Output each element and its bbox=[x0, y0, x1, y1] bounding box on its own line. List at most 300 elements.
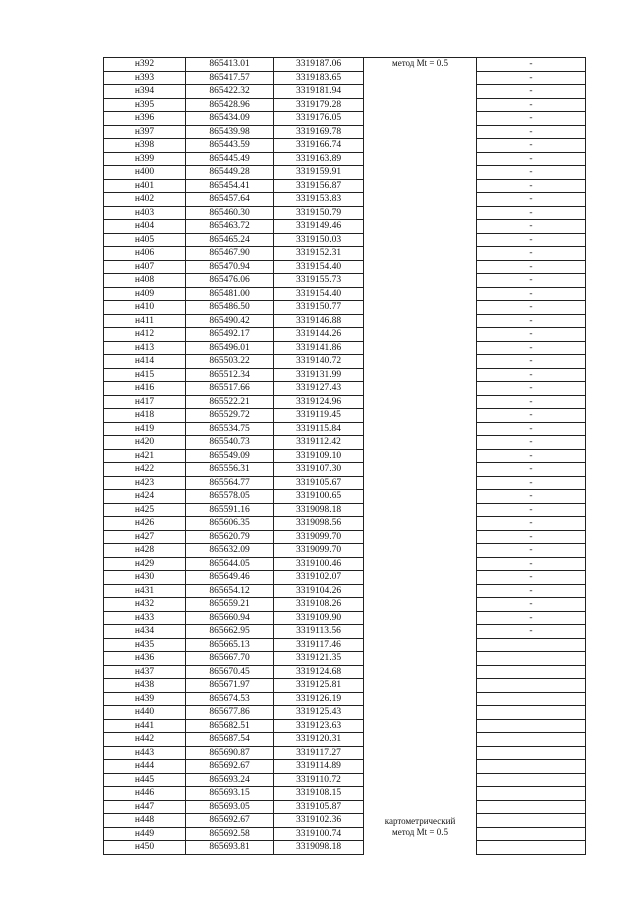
y-coordinate-cell: 3319113.56 bbox=[274, 625, 364, 639]
point-name-cell: н432 bbox=[104, 598, 186, 612]
accuracy-cell bbox=[477, 827, 586, 841]
table-row bbox=[104, 611, 586, 625]
table-row bbox=[104, 301, 586, 315]
y-coordinate-cell: 3319098.56 bbox=[274, 517, 364, 531]
table-row bbox=[104, 449, 586, 463]
accuracy-cell: - bbox=[477, 112, 586, 126]
accuracy-cell: - bbox=[477, 328, 586, 342]
y-coordinate-cell: 3319100.65 bbox=[274, 490, 364, 504]
accuracy-cell bbox=[477, 665, 586, 679]
table-row bbox=[104, 733, 586, 747]
table-row bbox=[104, 571, 586, 585]
y-coordinate-cell: 3319124.96 bbox=[274, 395, 364, 409]
accuracy-cell: - bbox=[477, 625, 586, 639]
y-coordinate-cell: 3319187.06 bbox=[274, 58, 364, 72]
point-name-cell: н447 bbox=[104, 800, 186, 814]
table-row bbox=[104, 665, 586, 679]
point-name-cell: н403 bbox=[104, 206, 186, 220]
table-row bbox=[104, 193, 586, 207]
accuracy-cell: - bbox=[477, 152, 586, 166]
point-name-cell: н395 bbox=[104, 98, 186, 112]
table-row bbox=[104, 503, 586, 517]
table-row bbox=[104, 544, 586, 558]
y-coordinate-cell: 3319105.87 bbox=[274, 800, 364, 814]
point-name-cell: н450 bbox=[104, 841, 186, 855]
y-coordinate-cell: 3319150.79 bbox=[274, 206, 364, 220]
table-row bbox=[104, 625, 586, 639]
point-name-cell: н409 bbox=[104, 287, 186, 301]
x-coordinate-cell: 865644.05 bbox=[186, 557, 274, 571]
x-coordinate-cell: 865549.09 bbox=[186, 449, 274, 463]
accuracy-cell: - bbox=[477, 490, 586, 504]
accuracy-cell: - bbox=[477, 395, 586, 409]
point-name-cell: н405 bbox=[104, 233, 186, 247]
y-coordinate-cell: 3319102.07 bbox=[274, 571, 364, 585]
accuracy-cell: - bbox=[477, 463, 586, 477]
table-row bbox=[104, 355, 586, 369]
point-name-cell: н437 bbox=[104, 665, 186, 679]
point-name-cell: н423 bbox=[104, 476, 186, 490]
table-row bbox=[104, 287, 586, 301]
table-row bbox=[104, 58, 586, 72]
x-coordinate-cell: 865659.21 bbox=[186, 598, 274, 612]
point-name-cell: н393 bbox=[104, 71, 186, 85]
x-coordinate-cell: 865667.70 bbox=[186, 652, 274, 666]
point-name-cell: н438 bbox=[104, 679, 186, 693]
y-coordinate-cell: 3319131.99 bbox=[274, 368, 364, 382]
x-coordinate-cell: 865693.05 bbox=[186, 800, 274, 814]
x-coordinate-cell: 865522.21 bbox=[186, 395, 274, 409]
x-coordinate-cell: 865443.59 bbox=[186, 139, 274, 153]
accuracy-cell: - bbox=[477, 301, 586, 315]
y-coordinate-cell: 3319169.78 bbox=[274, 125, 364, 139]
point-name-cell: н444 bbox=[104, 760, 186, 774]
x-coordinate-cell: 865492.17 bbox=[186, 328, 274, 342]
accuracy-cell: - bbox=[477, 220, 586, 234]
x-coordinate-cell: 865687.54 bbox=[186, 733, 274, 747]
table-row bbox=[104, 233, 586, 247]
y-coordinate-cell: 3319098.18 bbox=[274, 503, 364, 517]
accuracy-cell bbox=[477, 814, 586, 828]
point-name-cell: н417 bbox=[104, 395, 186, 409]
y-coordinate-cell: 3319123.63 bbox=[274, 719, 364, 733]
table-row bbox=[104, 476, 586, 490]
x-coordinate-cell: 865481.00 bbox=[186, 287, 274, 301]
x-coordinate-cell: 865662.95 bbox=[186, 625, 274, 639]
point-name-cell: н422 bbox=[104, 463, 186, 477]
y-coordinate-cell: 3319098.18 bbox=[274, 841, 364, 855]
x-coordinate-cell: 865470.94 bbox=[186, 260, 274, 274]
x-coordinate-cell: 865591.16 bbox=[186, 503, 274, 517]
point-name-cell: н421 bbox=[104, 449, 186, 463]
point-name-cell: н415 bbox=[104, 368, 186, 382]
y-coordinate-cell: 3319153.83 bbox=[274, 193, 364, 207]
y-coordinate-cell: 3319150.03 bbox=[274, 233, 364, 247]
accuracy-cell: - bbox=[477, 166, 586, 180]
accuracy-cell: - bbox=[477, 517, 586, 531]
point-name-cell: н419 bbox=[104, 422, 186, 436]
point-name-cell: н400 bbox=[104, 166, 186, 180]
x-coordinate-cell: 865693.81 bbox=[186, 841, 274, 855]
y-coordinate-cell: 3319154.40 bbox=[274, 260, 364, 274]
point-name-cell: н433 bbox=[104, 611, 186, 625]
x-coordinate-cell: 865428.96 bbox=[186, 98, 274, 112]
point-name-cell: н420 bbox=[104, 436, 186, 450]
y-coordinate-cell: 3319154.40 bbox=[274, 287, 364, 301]
table-row bbox=[104, 436, 586, 450]
x-coordinate-cell: 865606.35 bbox=[186, 517, 274, 531]
point-name-cell: н418 bbox=[104, 409, 186, 423]
table-row bbox=[104, 638, 586, 652]
y-coordinate-cell: 3319144.26 bbox=[274, 328, 364, 342]
x-coordinate-cell: 865476.06 bbox=[186, 274, 274, 288]
point-name-cell: н410 bbox=[104, 301, 186, 315]
x-coordinate-cell: 865564.77 bbox=[186, 476, 274, 490]
x-coordinate-cell: 865620.79 bbox=[186, 530, 274, 544]
accuracy-cell: - bbox=[477, 274, 586, 288]
x-coordinate-cell: 865692.67 bbox=[186, 760, 274, 774]
table-row bbox=[104, 220, 586, 234]
accuracy-cell bbox=[477, 719, 586, 733]
method-label-line1: картометрический bbox=[384, 816, 456, 826]
x-coordinate-cell: 865682.51 bbox=[186, 719, 274, 733]
accuracy-cell: - bbox=[477, 530, 586, 544]
point-name-cell: н443 bbox=[104, 746, 186, 760]
accuracy-cell: - bbox=[477, 355, 586, 369]
accuracy-cell: - bbox=[477, 98, 586, 112]
point-name-cell: н396 bbox=[104, 112, 186, 126]
accuracy-cell: - bbox=[477, 476, 586, 490]
y-coordinate-cell: 3319176.05 bbox=[274, 112, 364, 126]
accuracy-cell: - bbox=[477, 71, 586, 85]
table-row bbox=[104, 787, 586, 801]
table-row bbox=[104, 692, 586, 706]
y-coordinate-cell: 3319121.35 bbox=[274, 652, 364, 666]
point-name-cell: н441 bbox=[104, 719, 186, 733]
accuracy-cell bbox=[477, 652, 586, 666]
y-coordinate-cell: 3319127.43 bbox=[274, 382, 364, 396]
accuracy-cell: - bbox=[477, 233, 586, 247]
x-coordinate-cell: 865665.13 bbox=[186, 638, 274, 652]
table-row bbox=[104, 598, 586, 612]
accuracy-cell bbox=[477, 706, 586, 720]
accuracy-cell: - bbox=[477, 179, 586, 193]
x-coordinate-cell: 865654.12 bbox=[186, 584, 274, 598]
accuracy-cell: - bbox=[477, 611, 586, 625]
x-coordinate-cell: 865540.73 bbox=[186, 436, 274, 450]
y-coordinate-cell: 3319155.73 bbox=[274, 274, 364, 288]
x-coordinate-cell: 865434.09 bbox=[186, 112, 274, 126]
accuracy-cell bbox=[477, 679, 586, 693]
accuracy-cell: - bbox=[477, 260, 586, 274]
point-name-cell: н446 bbox=[104, 787, 186, 801]
point-name-cell: н402 bbox=[104, 193, 186, 207]
point-name-cell: н398 bbox=[104, 139, 186, 153]
point-name-cell: н435 bbox=[104, 638, 186, 652]
accuracy-cell bbox=[477, 638, 586, 652]
y-coordinate-cell: 3319181.94 bbox=[274, 85, 364, 99]
point-name-cell: н414 bbox=[104, 355, 186, 369]
table-row bbox=[104, 260, 586, 274]
x-coordinate-cell: 865674.53 bbox=[186, 692, 274, 706]
table-row bbox=[104, 490, 586, 504]
point-name-cell: н448 bbox=[104, 814, 186, 828]
table-row bbox=[104, 463, 586, 477]
y-coordinate-cell: 3319166.74 bbox=[274, 139, 364, 153]
accuracy-cell: - bbox=[477, 125, 586, 139]
point-name-cell: н430 bbox=[104, 571, 186, 585]
point-name-cell: н445 bbox=[104, 773, 186, 787]
x-coordinate-cell: 865449.28 bbox=[186, 166, 274, 180]
accuracy-cell: - bbox=[477, 449, 586, 463]
y-coordinate-cell: 3319125.43 bbox=[274, 706, 364, 720]
table-row bbox=[104, 328, 586, 342]
x-coordinate-cell: 865413.01 bbox=[186, 58, 274, 72]
x-coordinate-cell: 865439.98 bbox=[186, 125, 274, 139]
y-coordinate-cell: 3319099.70 bbox=[274, 530, 364, 544]
point-name-cell: н394 bbox=[104, 85, 186, 99]
y-coordinate-cell: 3319156.87 bbox=[274, 179, 364, 193]
accuracy-cell: - bbox=[477, 193, 586, 207]
point-name-cell: н404 bbox=[104, 220, 186, 234]
table-row bbox=[104, 679, 586, 693]
y-coordinate-cell: 3319183.65 bbox=[274, 71, 364, 85]
accuracy-cell: - bbox=[477, 368, 586, 382]
accuracy-cell: - bbox=[477, 571, 586, 585]
point-name-cell: н399 bbox=[104, 152, 186, 166]
y-coordinate-cell: 3319108.15 bbox=[274, 787, 364, 801]
table-row bbox=[104, 760, 586, 774]
accuracy-cell bbox=[477, 800, 586, 814]
accuracy-cell bbox=[477, 841, 586, 855]
point-name-cell: н426 bbox=[104, 517, 186, 531]
table-row bbox=[104, 152, 586, 166]
accuracy-cell bbox=[477, 787, 586, 801]
x-coordinate-cell: 865534.75 bbox=[186, 422, 274, 436]
point-name-cell: н440 bbox=[104, 706, 186, 720]
x-coordinate-cell: 865693.15 bbox=[186, 787, 274, 801]
x-coordinate-cell: 865422.32 bbox=[186, 85, 274, 99]
y-coordinate-cell: 3319110.72 bbox=[274, 773, 364, 787]
accuracy-cell: - bbox=[477, 382, 586, 396]
accuracy-cell: - bbox=[477, 557, 586, 571]
accuracy-cell bbox=[477, 773, 586, 787]
x-coordinate-cell: 865529.72 bbox=[186, 409, 274, 423]
point-name-cell: н431 bbox=[104, 584, 186, 598]
y-coordinate-cell: 3319159.91 bbox=[274, 166, 364, 180]
x-coordinate-cell: 865660.94 bbox=[186, 611, 274, 625]
x-coordinate-cell: 865517.66 bbox=[186, 382, 274, 396]
accuracy-cell bbox=[477, 733, 586, 747]
table-row bbox=[104, 395, 586, 409]
x-coordinate-cell: 865512.34 bbox=[186, 368, 274, 382]
coordinates-table-body bbox=[104, 58, 586, 855]
x-coordinate-cell: 865454.41 bbox=[186, 179, 274, 193]
y-coordinate-cell: 3319107.30 bbox=[274, 463, 364, 477]
x-coordinate-cell: 865463.72 bbox=[186, 220, 274, 234]
coordinates-table bbox=[103, 57, 586, 855]
table-row bbox=[104, 112, 586, 126]
table-row bbox=[104, 139, 586, 153]
point-name-cell: н408 bbox=[104, 274, 186, 288]
table-row bbox=[104, 166, 586, 180]
accuracy-cell: - bbox=[477, 584, 586, 598]
accuracy-cell: - bbox=[477, 314, 586, 328]
x-coordinate-cell: 865690.87 bbox=[186, 746, 274, 760]
point-name-cell: н442 bbox=[104, 733, 186, 747]
point-name-cell: н413 bbox=[104, 341, 186, 355]
accuracy-cell: - bbox=[477, 436, 586, 450]
accuracy-cell: - bbox=[477, 206, 586, 220]
table-row bbox=[104, 827, 586, 841]
table-row bbox=[104, 557, 586, 571]
y-coordinate-cell: 3319117.46 bbox=[274, 638, 364, 652]
method-cell-bottom bbox=[364, 800, 477, 854]
table-row bbox=[104, 409, 586, 423]
accuracy-cell: - bbox=[477, 247, 586, 261]
table-row bbox=[104, 652, 586, 666]
y-coordinate-cell: 3319117.27 bbox=[274, 746, 364, 760]
x-coordinate-cell: 865556.31 bbox=[186, 463, 274, 477]
point-name-cell: н427 bbox=[104, 530, 186, 544]
y-coordinate-cell: 3319100.46 bbox=[274, 557, 364, 571]
accuracy-cell: - bbox=[477, 85, 586, 99]
point-name-cell: н434 bbox=[104, 625, 186, 639]
table-row bbox=[104, 382, 586, 396]
table-row bbox=[104, 98, 586, 112]
x-coordinate-cell: 865465.24 bbox=[186, 233, 274, 247]
table-row bbox=[104, 71, 586, 85]
y-coordinate-cell: 3319105.67 bbox=[274, 476, 364, 490]
y-coordinate-cell: 3319150.77 bbox=[274, 301, 364, 315]
x-coordinate-cell: 865445.49 bbox=[186, 152, 274, 166]
point-name-cell: н406 bbox=[104, 247, 186, 261]
table-row bbox=[104, 584, 586, 598]
point-name-cell: н429 bbox=[104, 557, 186, 571]
table-row bbox=[104, 274, 586, 288]
y-coordinate-cell: 3319115.84 bbox=[274, 422, 364, 436]
y-coordinate-cell: 3319152.31 bbox=[274, 247, 364, 261]
accuracy-cell bbox=[477, 746, 586, 760]
point-name-cell: н412 bbox=[104, 328, 186, 342]
table-row bbox=[104, 706, 586, 720]
y-coordinate-cell: 3319163.89 bbox=[274, 152, 364, 166]
table-row bbox=[104, 517, 586, 531]
table-row bbox=[104, 530, 586, 544]
y-coordinate-cell: 3319104.26 bbox=[274, 584, 364, 598]
y-coordinate-cell: 3319149.46 bbox=[274, 220, 364, 234]
x-coordinate-cell: 865692.58 bbox=[186, 827, 274, 841]
point-name-cell: н392 bbox=[104, 58, 186, 72]
accuracy-cell: - bbox=[477, 58, 586, 72]
x-coordinate-cell: 865417.57 bbox=[186, 71, 274, 85]
x-coordinate-cell: 865692.67 bbox=[186, 814, 274, 828]
accuracy-cell: - bbox=[477, 422, 586, 436]
x-coordinate-cell: 865578.05 bbox=[186, 490, 274, 504]
x-coordinate-cell: 865496.01 bbox=[186, 341, 274, 355]
table-row bbox=[104, 841, 586, 855]
table-row bbox=[104, 314, 586, 328]
point-name-cell: н428 bbox=[104, 544, 186, 558]
table-row bbox=[104, 800, 586, 814]
x-coordinate-cell: 865649.46 bbox=[186, 571, 274, 585]
method-label: метод Mt = 0.5 bbox=[392, 58, 448, 68]
table-row bbox=[104, 719, 586, 733]
y-coordinate-cell: 3319120.31 bbox=[274, 733, 364, 747]
x-coordinate-cell: 865490.42 bbox=[186, 314, 274, 328]
y-coordinate-cell: 3319109.90 bbox=[274, 611, 364, 625]
y-coordinate-cell: 3319140.72 bbox=[274, 355, 364, 369]
x-coordinate-cell: 865632.09 bbox=[186, 544, 274, 558]
y-coordinate-cell: 3319102.36 bbox=[274, 814, 364, 828]
y-coordinate-cell: 3319112.42 bbox=[274, 436, 364, 450]
table-row bbox=[104, 179, 586, 193]
point-name-cell: н439 bbox=[104, 692, 186, 706]
x-coordinate-cell: 865503.22 bbox=[186, 355, 274, 369]
method-label-line2: метод Mt = 0.5 bbox=[392, 827, 448, 837]
x-coordinate-cell: 865693.24 bbox=[186, 773, 274, 787]
point-name-cell: н436 bbox=[104, 652, 186, 666]
x-coordinate-cell: 865670.45 bbox=[186, 665, 274, 679]
accuracy-cell: - bbox=[477, 287, 586, 301]
x-coordinate-cell: 865460.30 bbox=[186, 206, 274, 220]
point-name-cell: н397 bbox=[104, 125, 186, 139]
accuracy-cell bbox=[477, 692, 586, 706]
x-coordinate-cell: 865457.64 bbox=[186, 193, 274, 207]
x-coordinate-cell: 865486.50 bbox=[186, 301, 274, 315]
x-coordinate-cell: 865671.97 bbox=[186, 679, 274, 693]
accuracy-cell: - bbox=[477, 598, 586, 612]
y-coordinate-cell: 3319119.45 bbox=[274, 409, 364, 423]
y-coordinate-cell: 3319124.68 bbox=[274, 665, 364, 679]
table-row bbox=[104, 125, 586, 139]
y-coordinate-cell: 3319146.88 bbox=[274, 314, 364, 328]
y-coordinate-cell: 3319114.89 bbox=[274, 760, 364, 774]
point-name-cell: н401 bbox=[104, 179, 186, 193]
x-coordinate-cell: 865467.90 bbox=[186, 247, 274, 261]
y-coordinate-cell: 3319108.26 bbox=[274, 598, 364, 612]
table-row bbox=[104, 247, 586, 261]
y-coordinate-cell: 3319100.74 bbox=[274, 827, 364, 841]
y-coordinate-cell: 3319099.70 bbox=[274, 544, 364, 558]
method-cell-top bbox=[364, 58, 477, 801]
table-row bbox=[104, 341, 586, 355]
y-coordinate-cell: 3319141.86 bbox=[274, 341, 364, 355]
y-coordinate-cell: 3319125.81 bbox=[274, 679, 364, 693]
table-row bbox=[104, 85, 586, 99]
x-coordinate-cell: 865677.86 bbox=[186, 706, 274, 720]
point-name-cell: н411 bbox=[104, 314, 186, 328]
accuracy-cell: - bbox=[477, 544, 586, 558]
point-name-cell: н416 bbox=[104, 382, 186, 396]
point-name-cell: н424 bbox=[104, 490, 186, 504]
accuracy-cell: - bbox=[477, 139, 586, 153]
table-row bbox=[104, 368, 586, 382]
y-coordinate-cell: 3319126.19 bbox=[274, 692, 364, 706]
point-name-cell: н425 bbox=[104, 503, 186, 517]
table-row bbox=[104, 814, 586, 828]
table-row bbox=[104, 746, 586, 760]
table-row bbox=[104, 773, 586, 787]
point-name-cell: н449 bbox=[104, 827, 186, 841]
accuracy-cell bbox=[477, 760, 586, 774]
y-coordinate-cell: 3319109.10 bbox=[274, 449, 364, 463]
accuracy-cell: - bbox=[477, 409, 586, 423]
table-row bbox=[104, 206, 586, 220]
y-coordinate-cell: 3319179.28 bbox=[274, 98, 364, 112]
accuracy-cell: - bbox=[477, 341, 586, 355]
table-row bbox=[104, 422, 586, 436]
